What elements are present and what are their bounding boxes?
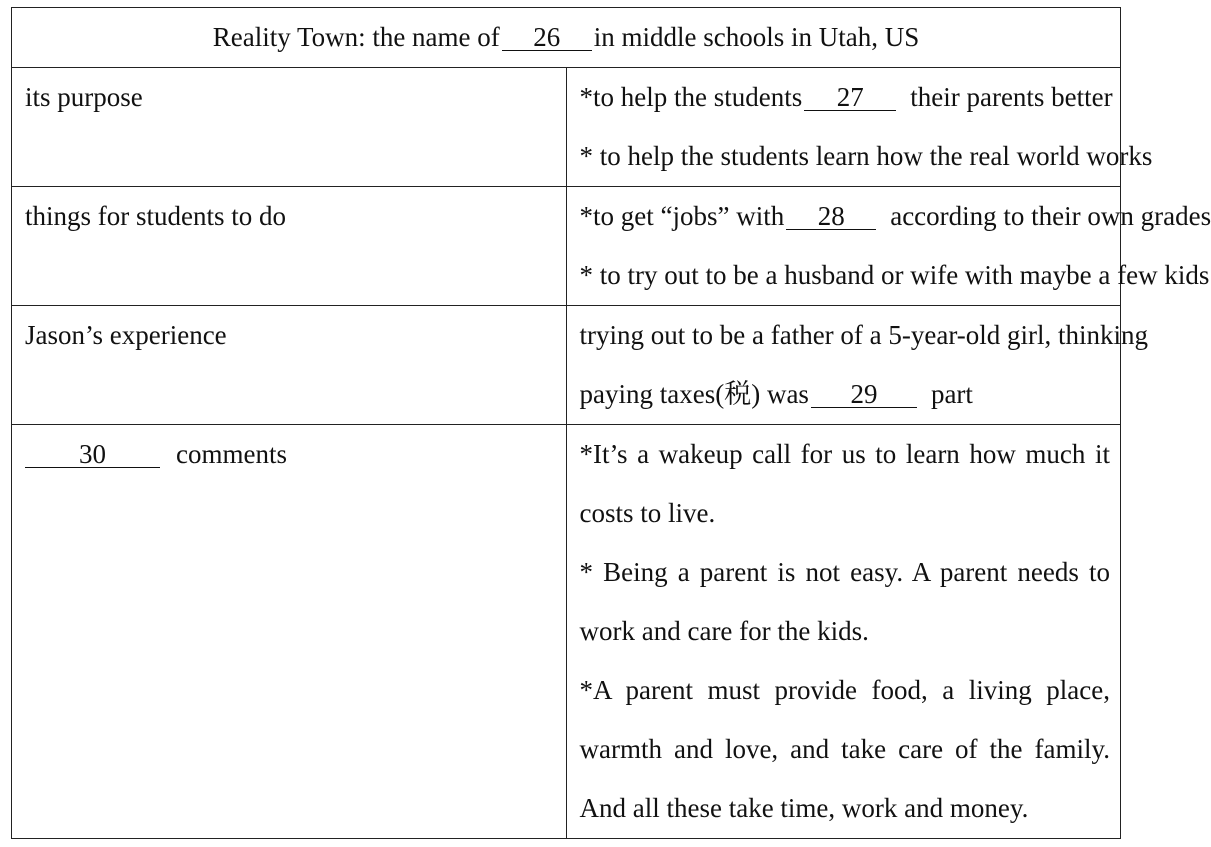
- jason-label: Jason’s experience: [25, 320, 227, 350]
- blank-27: 27: [804, 84, 896, 111]
- purpose-line1-suffix: their parents better: [910, 82, 1113, 112]
- title-cell: [12, 8, 1121, 68]
- purpose-line1-prefix: *to help the students: [579, 82, 803, 112]
- summary-table: [11, 7, 1211, 839]
- blank-28: 28: [786, 203, 876, 230]
- comment-item-3: *A parent must provide food, a living place, warmth and love, and take care of the family. And all these take time, work and money.: [579, 675, 1110, 823]
- row-jason-experience: [12, 306, 1121, 425]
- blank-29: 29: [811, 381, 917, 408]
- row-comments: [12, 425, 1121, 839]
- comment-item-2: * Being a parent is not easy. A parent needs to work and care for the kids.: [579, 557, 1110, 646]
- row-purpose: [12, 68, 1121, 187]
- things-line-1: [579, 187, 1211, 246]
- comments-label: comments: [176, 439, 287, 469]
- purpose-line-2: * to help the students learn how the real world works: [579, 141, 1153, 171]
- purpose-label: its purpose: [25, 82, 143, 112]
- title-prefix: Reality Town: the name of: [212, 22, 500, 52]
- things-label-cell: [12, 187, 567, 306]
- jason-line2-suffix: part: [930, 379, 973, 409]
- jason-content-cell: [566, 306, 1149, 425]
- row-things-to-do: [12, 187, 1121, 306]
- jason-line2-prefix: paying taxes(税) was: [579, 379, 809, 409]
- jason-line-1: trying out to be a father of a 5-year-old girl, thinking: [579, 320, 1149, 350]
- comment-item-1: *It’s a wakeup call for us to learn how much it costs to live.: [579, 439, 1110, 528]
- things-line-2: * to try out to be a husband or wife with maybe a few kids: [579, 260, 1210, 290]
- comments-label-cell: [12, 425, 567, 839]
- blank-26: 26: [502, 24, 592, 51]
- things-line1-prefix: *to get “jobs” with: [579, 201, 785, 231]
- blank-30: 30: [25, 441, 160, 468]
- things-label: things for students to do: [25, 201, 286, 231]
- things-content-cell: [566, 187, 1211, 306]
- jason-label-cell: [12, 306, 567, 425]
- purpose-label-cell: [12, 68, 567, 187]
- comments-content-cell: [566, 425, 1121, 839]
- things-line1-suffix: according to their own grades: [890, 201, 1211, 231]
- purpose-line-1: [580, 68, 1111, 127]
- title-suffix: in middle schools in Utah, US: [593, 22, 920, 52]
- comments-label-line: [25, 425, 566, 484]
- title-row: [12, 8, 1121, 68]
- jason-line-2: [580, 365, 1111, 424]
- purpose-content-cell: [566, 68, 1153, 187]
